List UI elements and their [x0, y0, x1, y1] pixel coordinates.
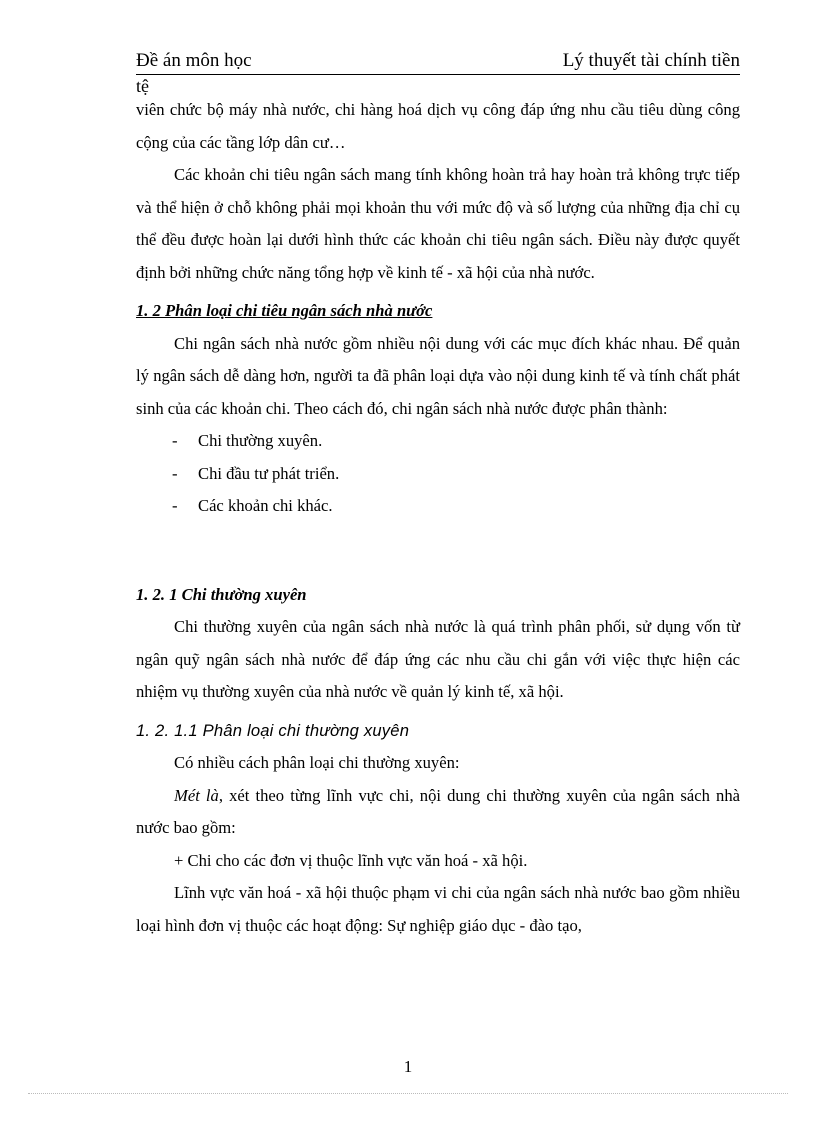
paragraph: Chi ngân sách nhà nước gồm nhiều nội dung với các mục đích khác nhau. Để quản lý ngân sách dễ dàng hơn, người ta đã phân loại dựa vào nội dung kinh tế và tính chất phát sinh của các khoản chi. Theo cách đó, chi ngân sách nhà nước được phân thành:: [136, 333, 740, 418]
dash-bullet: -: [172, 463, 178, 483]
list-item: - Chi thường xuyên.: [136, 425, 740, 458]
subsection-heading: 1. 2. 1 Chi thường xuyên: [136, 584, 307, 604]
dash-bullet: -: [172, 496, 178, 515]
paragraph: Các khoản chi tiêu ngân sách mang tính không hoàn trả hay hoàn trả không trực tiếp và thể hiện ở chỗ không phải mọi khoản thu với mức độ và số lượng của những địa chỉ cụ thể đều được hoàn lại dưới hình thức các khoản chi tiêu ngân sách. Điều này được quyết định bởi những chức năng tổng hợp về kinh tế - xã hội của nhà nước.: [136, 165, 740, 282]
list-item: - Chi đầu tư phát triển.: [136, 458, 740, 491]
emphasis-text: Mét là: [174, 785, 219, 805]
paragraph: viên chức bộ máy nhà nước, chi hàng hoá dịch vụ công đáp ứng nhu cầu tiêu dùng công cộng của các tầng lớp dân cư…: [136, 100, 740, 152]
page-header: [136, 50, 740, 75]
list-item: - Các khoản chi khác.: [136, 490, 740, 523]
header-left-title: Đề án môn học: [136, 50, 252, 71]
dash-bullet: -: [172, 431, 178, 450]
expense-type-list: [136, 425, 740, 523]
page-break-divider: [28, 1093, 788, 1094]
sub-subsection-heading: 1. 2. 1.1 Phân loại chi thường xuyên: [136, 720, 410, 740]
paragraph: + Chi cho các đơn vị thuộc lĩnh vực văn hoá - xã hội.: [174, 850, 528, 870]
paragraph: Có nhiều cách phân loại chi thường xuyên:: [174, 753, 460, 772]
paragraph: Lĩnh vực văn hoá - xã hội thuộc phạm vi chi của ngân sách nhà nước bao gồm nhiều loại hình đơn vị thuộc các hoạt động: Sự nghiệp giáo dục - đào tạo,: [136, 883, 740, 935]
document-body: [136, 94, 740, 942]
paragraph: Mét là, xét theo từng lĩnh vực chi, nội dung chi thường xuyên của ngân sách nhà nước bao gồm:: [136, 785, 740, 837]
page-number: 1: [403, 1057, 413, 1076]
section-heading: 1. 2 Phân loại chi tiêu ngân sách nhà nước: [136, 301, 433, 320]
header-right-title: Lý thuyết tài chính tiền: [562, 50, 740, 71]
paragraph: Chi thường xuyên của ngân sách nhà nước là quá trình phân phối, sử dụng vốn từ ngân quỹ ngân sách nhà nước để đáp ứng các nhu cầu chi gắn với việc thực hiện các nhiệm vụ thường xuyên của nhà nước về quản lý kinh tế, xã hội.: [136, 617, 740, 701]
header-wrap-text: tệ: [136, 76, 149, 96]
